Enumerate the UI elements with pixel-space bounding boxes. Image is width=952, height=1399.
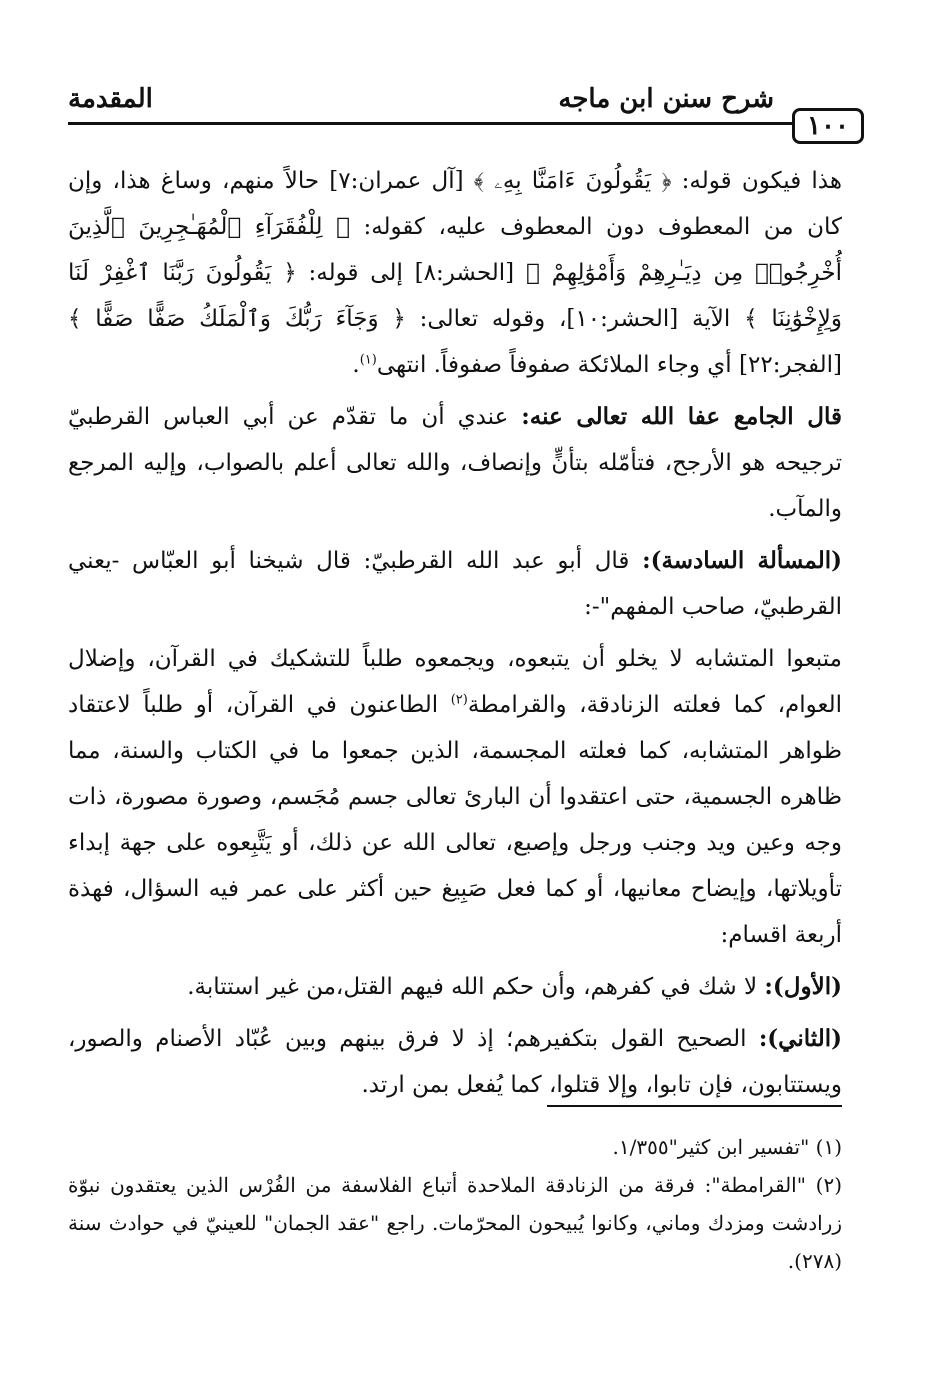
paragraph-5-lead: (الأول): xyxy=(764,973,842,1000)
main-text xyxy=(68,158,842,1114)
footnote-ref-2[interactable]: (٢) xyxy=(450,692,468,708)
paragraph-3 xyxy=(68,538,842,630)
paragraph-5 xyxy=(68,964,842,1010)
paragraph-3-text: قال أبو عبد الله القرطبيّ: قال شيخنا أبو العبّاس -يعني القرطبيّ، صاحب المفهم"-: xyxy=(68,548,842,620)
paragraph-6-lead: (الثاني): xyxy=(758,1025,842,1052)
paragraph-4-text-b: الطاعنون في القرآن، أو طلباً لاعتقاد ظواهر المتشابه، كما فعلته المجسمة، الذين جمعوا ما في الكتاب والسنة، مما ظاهره الجسمية، حتى اعتقدوا أن البارئ تعالى جسم مُجَسم، وصورة مصورة، ذات وجه وعين ويد وجنب ورجل وإصبع، تعالى الله عن ذلك، أو يَتَّبِعوه على جهة إبداء تأويلاتها، وإيضاح معانيها، أو كما فعل صَبِيغ حين أكثر على عمر فيه السؤال، فهذة أربعة اقسام: xyxy=(68,692,842,948)
page-number: ١٠٠ xyxy=(792,108,864,144)
paragraph-4 xyxy=(68,636,842,958)
footnote-1 xyxy=(68,1128,842,1166)
footnote-2-text: "القرامطة": فرقة من الزنادقة الملاحدة أتباع الفلاسفة من الفُرْس الذين يعتقدون نبوّة زرادشت ومزدك وماني، وكانوا يُبيحون المحرّمات. راجع "عقد الجمان" للعينيّ في حوادث سنة (٢٧٨). xyxy=(68,1173,842,1273)
footnote-2-number: (٢) xyxy=(815,1173,842,1197)
header-rule xyxy=(68,122,792,125)
footnotes xyxy=(68,1128,842,1280)
paragraph-3-lead: (المسألة السادسة): xyxy=(642,547,842,574)
book-title: شرح سنن ابن ماجه xyxy=(558,84,774,114)
paragraph-1 xyxy=(68,158,842,388)
paragraph-6 xyxy=(68,1016,842,1108)
paragraph-2 xyxy=(68,394,842,532)
footnote-divider xyxy=(547,1105,842,1107)
footnote-1-number: (١) xyxy=(815,1135,842,1159)
footnote-1-text: "تفسير ابن كثير"١/٣٥٥. xyxy=(612,1135,816,1159)
paragraph-4-text-a: متبعوا المتشابه لا يخلو أن يتبعوه، ويجمعوه طلباً للتشكيك في القرآن، وإضلال العوام، كما فعلته الزنادقة، والقرامطة xyxy=(68,646,842,718)
page-header xyxy=(68,70,864,150)
paragraph-1-end: . xyxy=(352,352,360,378)
paragraph-2-text: عندي أن ما تقدّم عن أبي العباس القرطبيّ ترجيحه هو الأرجح، فتأمّله بتأنٍّ وإنصاف، والله تعالى أعلم بالصواب، وإليه المرجع والمآب. xyxy=(68,404,842,522)
section-title: المقدمة xyxy=(68,84,153,114)
paragraph-6-text: الصحيح القول بتكفيرهم؛ إذ لا فرق بينهم وبين عُبّاد الأصنام والصور، ويستتابون، فإن تابوا، وإلا قتلوا، كما يُفعل بمن ارتد. xyxy=(68,1026,842,1098)
paragraph-1-text: هذا فيكون قوله: ﴿ يَقُولُونَ ءَامَنَّا بِهِۦ ﴾ [آل عمران:٧] حالاً منهم، وساغ هذا، وإن كان من المعطوف دون المعطوف عليه، كقوله: ﴿ لِلْفُقَرَآءِ ٱلْمُهَـٰجِرِينَ ٱلَّذِينَ أُخْرِجُوا۟ مِن دِيَـٰرِهِمْ وَأَمْوَٰلِهِمْ ﴾ [الحشر:٨] إلى قوله: ﴿ يَقُولُونَ رَبَّنَا ٱغْفِرْ لَنَا وَلِإِخْوَٰنِنَا ﴾ الآية [الحشر:١٠]، وقوله تعالى: ﴿ وَجَآءَ رَبُّكَ وَٱلْمَلَكُ صَفًّا صَفًّا ﴾ [الفجر:٢٢] أي وجاء الملائكة صفوفاً صفوفاً. انتهى xyxy=(68,168,842,378)
paragraph-2-lead: قال الجامع عفا الله تعالى عنه: xyxy=(521,403,842,430)
footnote-2 xyxy=(68,1166,842,1280)
footnote-ref-1[interactable]: (١) xyxy=(359,352,377,368)
paragraph-5-text: لا شك في كفرهم، وأن حكم الله فيهم القتل،من غير استتابة. xyxy=(187,974,765,1000)
